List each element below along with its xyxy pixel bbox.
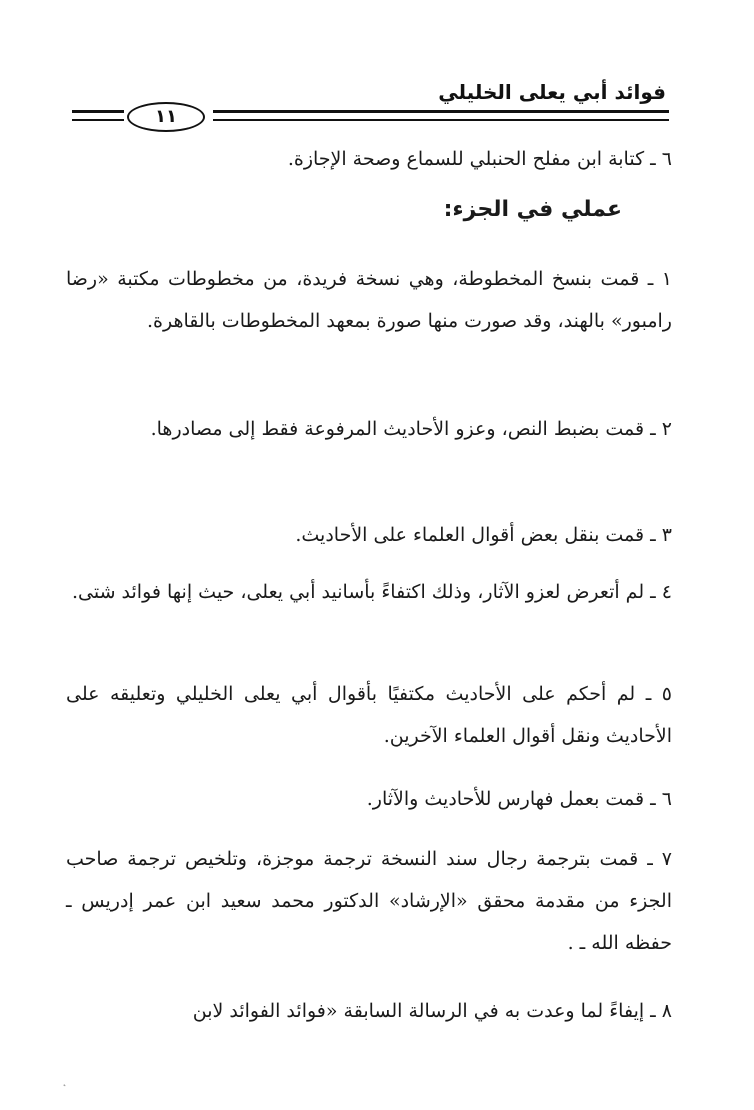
- header-rule-right-top: [213, 110, 669, 113]
- work-item-1: ١ ـ قمت بنسخ المخطوطة، وهي نسخة فريدة، من مخطوطات مكتبة «رضا رامبور» بالهند، وقد صورت منها صورة بمعهد المخطوطات بالقاهرة.: [66, 268, 672, 332]
- work-item-6: ٦ ـ قمت بعمل فهارس للأحاديث والآثار.: [366, 788, 672, 810]
- header-rule-right-bottom: [213, 119, 669, 121]
- scan-speck: ˛: [62, 1076, 67, 1087]
- work-item-3: ٣ ـ قمت بنقل بعض أقوال العلماء على الأحاديث.: [295, 524, 672, 546]
- header-rule-left-bottom: [72, 119, 124, 121]
- running-title: فوائد أبي يعلى الخليلي: [438, 80, 666, 104]
- work-item-5: ٥ ـ لم أحكم على الأحاديث مكتفيًا بأقوال أبي يعلى الخليلي وتعليقه على الأحاديث ونقل أقوال العلماء الآخرين.: [66, 683, 672, 747]
- intro-item-6: ٦ ـ كتابة ابن مفلح الحنبلي للسماع وصحة الإجازة.: [287, 148, 672, 170]
- header-rule-left-top: [72, 110, 124, 113]
- work-item-2: ٢ ـ قمت بضبط النص، وعزو الأحاديث المرفوعة فقط إلى مصادرها.: [150, 418, 672, 440]
- page-number: ١١: [155, 106, 177, 127]
- page-number-oval: [127, 102, 205, 132]
- work-item-4: ٤ ـ لم أتعرض لعزو الآثار، وذلك اكتفاءً بأسانيد أبي يعلى، حيث إنها فوائد شتى.: [71, 581, 672, 603]
- work-item-7: ٧ ـ قمت بترجمة رجال سند النسخة ترجمة موجزة، وتلخيص ترجمة صاحب الجزء من مقدمة محقق «الإرشاد» الدكتور محمد سعيد ابن عمر إدريس ـ حفظه الله ـ .: [66, 848, 672, 954]
- work-item-8: ٨ ـ إيفاءً لما وعدت به في الرسالة السابقة «فوائد الفوائد لابن: [192, 1000, 672, 1022]
- section-heading: عملي في الجزء:: [443, 197, 622, 222]
